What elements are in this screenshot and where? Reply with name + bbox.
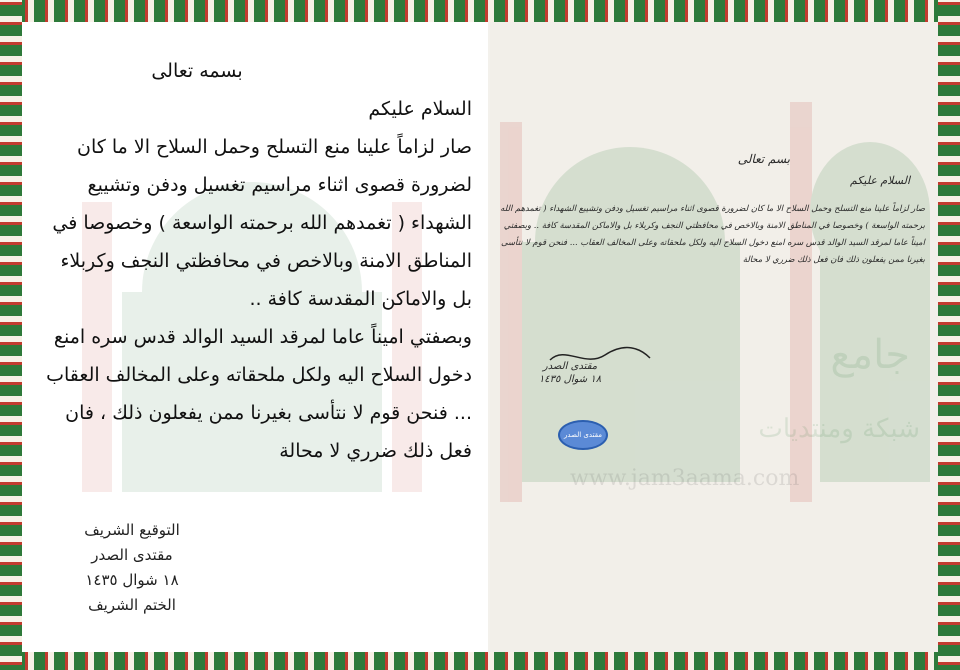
typed-letter-text <box>42 52 472 470</box>
frame-right-border <box>938 0 960 670</box>
watermark-subtitle: شبكة ومنتديات <box>758 414 920 444</box>
frame-left-border <box>0 0 22 670</box>
scanned-letter-panel <box>490 22 938 652</box>
seal-label: الختم الشريف <box>88 596 176 614</box>
signature-date: ١٨ شوال ١٤٣٥ <box>85 571 179 589</box>
scan-title: بسم تعالى <box>737 152 790 166</box>
scan-signature <box>520 360 620 386</box>
watermark-name: جامع <box>830 332 910 378</box>
signature-block <box>52 518 212 618</box>
frame-bottom-border <box>0 652 960 670</box>
scan-signature-name: مقتدى الصدر <box>542 361 598 372</box>
scan-greeting: السلام عليكم <box>849 174 910 187</box>
scan-signature-date: ١٨ شوال ١٤٣٥ <box>538 374 602 385</box>
frame-top-border <box>0 0 960 22</box>
letter-title: بسمه تعالى <box>151 60 243 82</box>
scan-body-text: صار لزاماً علينا منع التسلح وحمل السلاح الا ما كان لضرورة قصوى اثناء مراسيم تغسيل ودفن وتشييع الشهداء ( تغمدهم الله برحمته الواسعة ) وخصوصا في المناطق الامنة وبالاخص في محافظتي النجف وكربلاء بل والاماكن المقدسة كافة .. وبصفتي اميناً عاما لمرقد السيد الوالد قدس سره امنع دخول السلاح اليه ولكل ملحقاته وعلى المخالف العقاب ... فنحن قوم لا نتأسى بغيرنا ممن يفعلون ذلك فان فعل ذلك ضرري لا محالة <box>500 203 925 264</box>
signature-label: التوقيع الشريف <box>84 521 180 539</box>
typed-letter-panel <box>22 22 488 652</box>
letter-paragraph-1: صار لزاماً علينا منع التسلح وحمل السلاح الا ما كان لضرورة قصوى اثناء مراسيم تغسيل ودفن وتشييع الشهداء ( تغمدهم الله برحمته الواسعة ) وخصوصا في المناطق الامنة وبالاخص في محافظتي النجف وكربلاء بل والاماكن المقدسة كافة .. <box>52 136 472 310</box>
blue-seal-icon: مقتدى الصدر <box>558 420 608 450</box>
letter-paragraph-2: وبصفتي اميناً عاما لمرقد السيد الوالد قدس سره امنع دخول السلاح اليه ولكل ملحقاته وعلى المخالف العقاب ... فنحن قوم لا نتأسى بغيرنا ممن يفعلون ذلك ، فان فعل ذلك ضرري لا محالة <box>46 326 472 462</box>
signature-name: مقتدى الصدر <box>91 546 173 564</box>
watermark-url: www.jam3aama.com <box>570 466 800 491</box>
letter-greeting: السلام عليكم <box>368 98 472 120</box>
